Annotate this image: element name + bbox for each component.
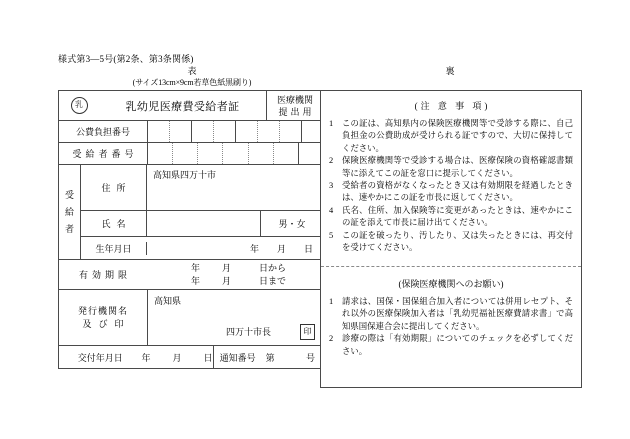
validity-to-month: 月 [222, 275, 232, 286]
validity-row [59, 260, 323, 290]
number-cell[interactable] [172, 143, 197, 164]
notices-section [321, 91, 581, 267]
recipient-group-label: 受 給 者 [59, 165, 81, 259]
address-value[interactable]: 高知県四万十市 [153, 170, 217, 180]
back-caption: 裏 [445, 66, 455, 76]
number-cell[interactable] [191, 121, 213, 142]
issuer-label [59, 290, 147, 345]
birthdate-year-unit: 年 [249, 243, 259, 254]
seal-cell [59, 91, 99, 120]
number-cell[interactable] [235, 121, 257, 142]
recipient-number-label: 受給者番号 [72, 149, 138, 159]
notice-item-text: 保険医療機関等で受診する場合は、医療保険の資格確認書類等に添えてこの証を窓口に提示してください。 [342, 156, 573, 178]
submission-line1: 医療機関 [276, 94, 313, 105]
back-caption-block [318, 66, 582, 77]
request-item-text: 診療の際は「有効期限」についてのチェックを必ずしてください。 [342, 334, 573, 356]
name-value[interactable] [147, 211, 260, 236]
notice-number-label: 通知番号 [219, 352, 256, 363]
submission-use-cell [266, 91, 323, 120]
card-title: 乳幼児医療費受給者証 [125, 100, 240, 113]
notice-item [329, 118, 573, 155]
notice-item [329, 205, 573, 230]
birthdate-day-unit: 日 [303, 243, 313, 254]
notices-heading: (注 意 事 項) [414, 101, 491, 111]
issuer-body[interactable] [147, 290, 323, 345]
recipient-rows [81, 165, 323, 259]
sex-options[interactable]: 男・女 [260, 211, 323, 236]
public-burden-number-row [59, 121, 323, 143]
recipient-block [59, 165, 323, 260]
number-cell[interactable] [147, 121, 169, 142]
notice-item [329, 180, 573, 205]
issuer-stamp-icon: 印 [300, 324, 315, 340]
notice-number-field[interactable] [213, 346, 323, 368]
issuer-label-line2: 及び印 [82, 318, 131, 329]
issuer-label-line1: 発行機関名 [77, 305, 128, 316]
issuer-mayor: 四万十市長 [226, 327, 272, 337]
requests-heading: (保険医療機関へのお願い) [398, 279, 504, 289]
issue-day-unit: 日 [203, 352, 213, 363]
certificate-back-card [320, 90, 582, 388]
address-row [81, 165, 323, 211]
notice-item-text: この証を破ったり、汚したり、又は失ったときには、再交付を受けてください。 [342, 230, 573, 253]
address-label: 住所 [81, 165, 147, 210]
validity-from-month: 月 [222, 262, 232, 273]
notice-item-number: 2 [329, 156, 334, 166]
public-burden-number-cells [147, 121, 323, 142]
notice-item [329, 155, 573, 180]
number-cell[interactable] [257, 121, 279, 142]
front-caption-block [58, 66, 326, 88]
validity-to-line [191, 275, 323, 288]
card-header-row [59, 91, 323, 121]
front-size-note: (サイズ13cm×9cm若草色紙黒刷り) [132, 78, 252, 87]
notice-number-dai: 第 [265, 352, 275, 363]
validity-to-day: 日まで [259, 275, 287, 286]
birthdate-label: 生年月日 [81, 242, 147, 255]
issuer-prefecture: 高知県 [154, 296, 182, 306]
number-cell[interactable] [213, 121, 235, 142]
number-cell[interactable] [279, 121, 301, 142]
number-cell[interactable] [147, 143, 172, 164]
issue-date-row [59, 346, 323, 368]
notice-item [329, 230, 573, 255]
validity-to-year: 年 [191, 275, 201, 286]
validity-from-day: 日から [259, 262, 287, 273]
public-burden-number-label: 公費負担番号 [75, 127, 130, 137]
request-item [329, 296, 573, 333]
certificate-front-card [58, 90, 324, 369]
notice-number-go: 号 [305, 352, 315, 363]
notice-item-number: 3 [329, 181, 334, 191]
validity-label: 有効期限 [78, 270, 131, 280]
recipient-number-row [59, 143, 323, 165]
front-caption: 表 [187, 66, 197, 76]
validity-from-year: 年 [191, 262, 201, 273]
recipient-number-cells [147, 143, 323, 164]
notice-item-number: 1 [329, 119, 334, 128]
notice-item-number: 4 [329, 205, 334, 215]
name-row [81, 211, 323, 237]
issue-year-unit: 年 [141, 352, 151, 363]
number-cell[interactable] [197, 143, 222, 164]
validity-from-line [191, 262, 323, 275]
notice-item-text: 受給者の資格がなくなったとき又は有効期限を経過したときは、速やかにこの証を市長に返してください。 [342, 181, 573, 203]
number-cell[interactable] [273, 143, 298, 164]
number-cell[interactable] [222, 143, 247, 164]
form-number: 様式第3—5号(第2条、第3条関係) [58, 54, 194, 64]
issue-month-unit: 月 [172, 352, 182, 363]
request-item-number: 1 [329, 297, 334, 306]
requests-section [321, 267, 581, 358]
issue-date-value[interactable] [142, 346, 213, 368]
request-item-text: 請求は、国保・国保組合加入者については併用レセプト、それ以外の医療保険加入者は「乳幼児福祉医療費請求書」で高知県国保連合会に提出してください。 [342, 297, 573, 331]
number-cell[interactable] [248, 143, 273, 164]
request-item [329, 333, 573, 358]
notice-item-text: この証は、高知県内の保険医療機関等で受診する際に、自己負担金の公費助成が受けられる証ですので、大切に保持してください。 [342, 119, 573, 153]
validity-value[interactable] [147, 260, 323, 289]
name-label: 氏名 [81, 211, 147, 236]
birthdate-value[interactable] [147, 242, 323, 255]
birthdate-row [81, 237, 323, 259]
issue-date-label: 交付年月日 [77, 352, 123, 363]
birthdate-month-unit: 月 [276, 243, 286, 254]
issuer-row [59, 290, 323, 346]
notice-item-text: 氏名、住所、加入保険等に変更があったときは、速やかにこの証を添えて市長に届け出てください。 [342, 205, 573, 228]
number-cell[interactable] [169, 121, 191, 142]
submission-line2: 提出用 [278, 106, 315, 117]
request-item-number: 2 [329, 334, 334, 344]
notice-item-number: 5 [329, 230, 334, 240]
circled-seal-icon: 乳 [71, 97, 88, 114]
